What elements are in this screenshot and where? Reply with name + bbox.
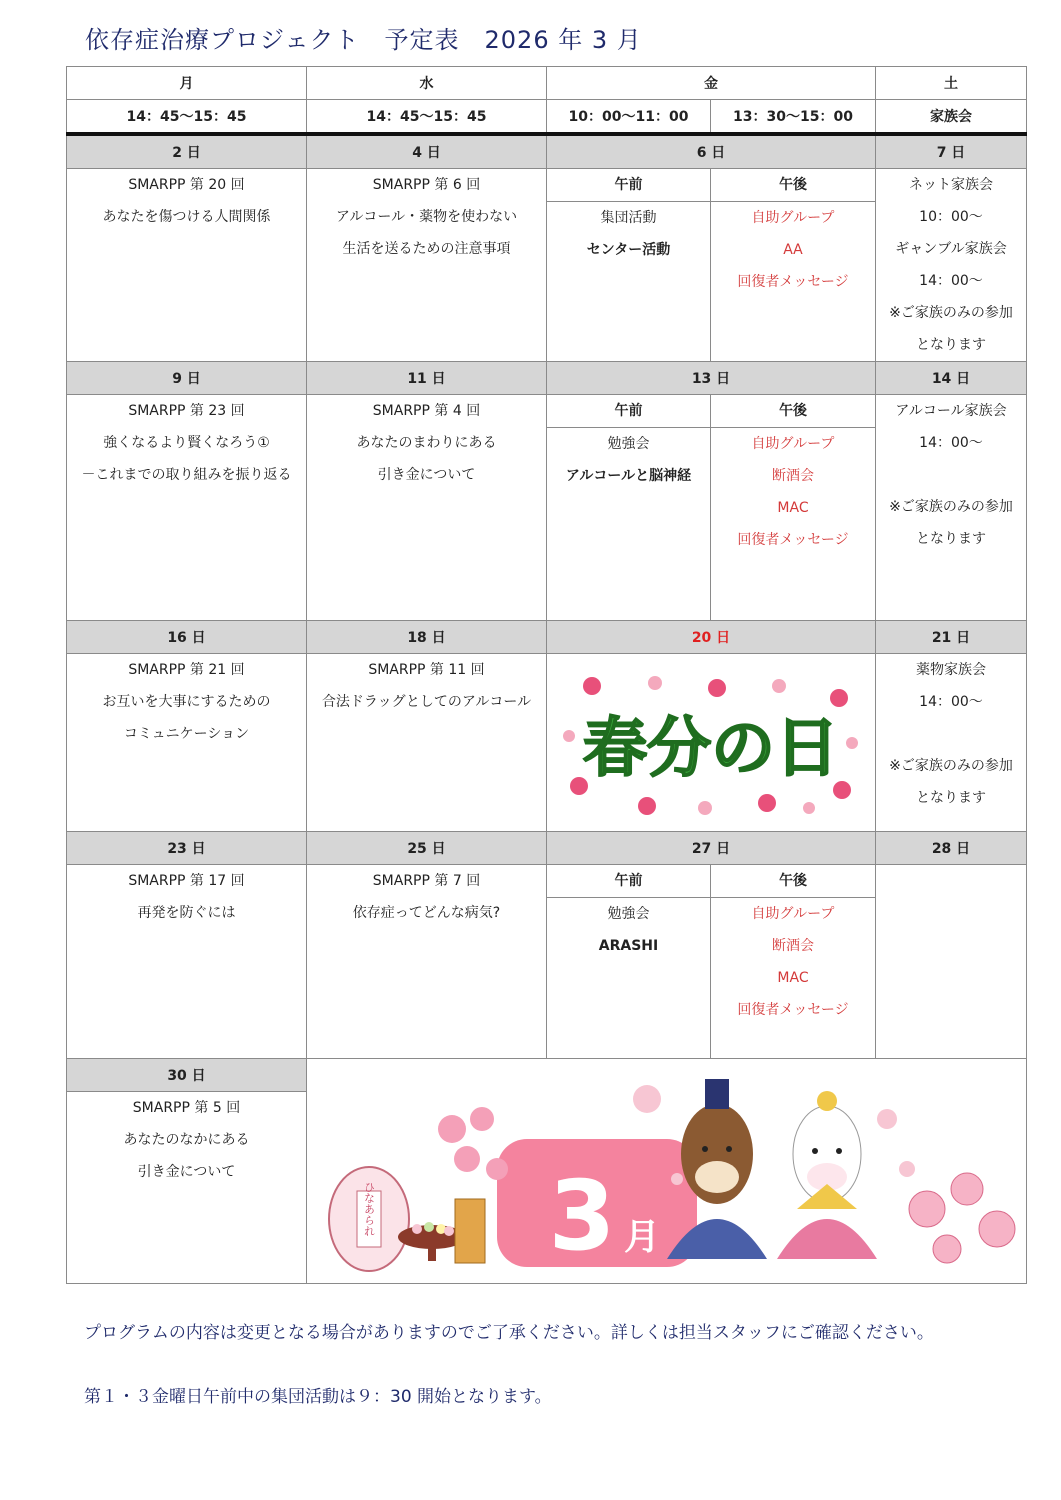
family-note: ※ご家族のみの参加 [889,499,1013,515]
family-item: 14：00〜 [919,435,983,451]
mon-cell [67,395,307,621]
shunbun-illustration [547,658,875,828]
wed-cell [307,169,547,362]
empress-horse-icon [777,1091,877,1259]
session-topic: あなたを傷つける人間関係 [102,209,271,225]
pm-item: 自助グループ [751,906,835,922]
holiday-text: 春分の日 [583,711,839,786]
date-wed: 18 日 [307,621,547,654]
session-topic: 引き金について [137,1164,236,1180]
sakura-icon [909,1173,1015,1263]
date-wed: 25 日 [307,832,547,865]
date-fri-holiday: 20 日 [547,621,876,654]
activity-type: 勉強会 [607,436,650,452]
fri-pm-cell [711,395,876,621]
wed-cell [307,865,547,1059]
activity-type: 集団活動 [600,210,657,226]
pm-item: 自助グループ [751,210,835,226]
pm-item: 断酒会 [772,938,814,954]
pm-label: 午後 [711,169,875,202]
sat-cell [876,169,1027,362]
date-sat: 7 日 [876,134,1027,169]
date-sat: 21 日 [876,621,1027,654]
notice-change: プログラムの内容は変更となる場合がありますのでご了承ください。詳しくは担当スタッフにご確認ください。 [84,1323,934,1343]
session-title: SMARPP 第 11 回 [368,662,485,678]
pm-item: 回復者メッセージ [737,274,849,290]
activity-type: 勉強会 [607,906,650,922]
pm-item: AA [783,242,803,258]
family-item [876,459,1026,491]
date-fri: 13 日 [547,362,876,395]
date-fri: 27 日 [547,832,876,865]
family-note: となります [916,790,986,806]
family-note: となります [916,531,986,547]
date-mon: 30 日 [67,1059,307,1092]
session-title: SMARPP 第 4 回 [372,403,481,419]
banner-unit: 月 [623,1217,661,1258]
sat-cell [876,654,1027,832]
date-sat: 14 日 [876,362,1027,395]
session-topic: 引き金について [377,467,476,483]
session-topic: 依存症ってどんな病気? [352,905,501,921]
fri-am-cell [547,395,711,621]
family-item: ギャンブル家族会 [895,241,1007,257]
date-mon: 9 日 [67,362,307,395]
pm-label: 午後 [711,865,875,898]
sat-cell-empty [876,865,1027,1059]
date-mon: 16 日 [67,621,307,654]
am-label: 午前 [547,169,710,202]
family-item: 14：00〜 [919,273,983,289]
holiday-cell [547,654,876,832]
mon-cell [67,169,307,362]
fri-pm-cell [711,169,876,362]
session-title: SMARPP 第 6 回 [372,177,481,193]
session-topic: アルコール・薬物を使わない [335,209,518,225]
time-fri-pm: 13：30〜15：00 [711,100,876,135]
session-title: SMARPP 第 23 回 [128,403,245,419]
family-item: アルコール家族会 [895,403,1007,419]
activity-title: センター活動 [586,242,671,258]
pm-item: 回復者メッセージ [737,1002,849,1018]
session-topic: コミュニケーション [123,726,250,742]
hina-arare-bag-icon [329,1167,409,1271]
time-sat: 家族会 [876,100,1027,135]
time-fri-am: 10：00〜11：00 [547,100,711,135]
date-fri: 6 日 [547,134,876,169]
banner-month: 3 [548,1160,616,1272]
page-title: 依存症治療プロジェクト 予定表 2026 年 3 月 [85,26,642,54]
fri-am-cell [547,169,711,362]
header-fri: 金 [547,67,876,100]
family-item [876,718,1026,750]
family-item: 10：00〜 [919,209,983,225]
session-topic: あなたのなかにある [123,1132,250,1148]
session-title: SMARPP 第 21 回 [128,662,245,678]
fri-am-cell [547,865,711,1059]
schedule-table [66,66,1027,1284]
header-mon: 月 [67,67,307,100]
mon-cell [67,654,307,832]
session-topic: お互いを大事にするための [102,694,271,710]
header-sat: 土 [876,67,1027,100]
pm-item: 自助グループ [751,436,835,452]
hinamatsuri-illustration-cell [307,1059,1027,1284]
pm-item: 回復者メッセージ [737,532,849,548]
session-topic: 合法ドラッグとしてのアルコール [321,694,532,710]
bag-label: ひなあられ [362,1181,376,1237]
mon-cell [67,865,307,1059]
wed-cell [307,395,547,621]
session-topic: －これまでの取り組みを振り返る [81,467,292,483]
session-title: SMARPP 第 20 回 [128,177,245,193]
family-note: ※ご家族のみの参加 [889,305,1013,321]
session-topic: 再発を防ぐには [137,905,236,921]
pm-item: MAC [777,970,809,986]
activity-title: アルコールと脳神経 [565,468,692,484]
family-item: 14：00〜 [919,694,983,710]
header-wed: 水 [307,67,547,100]
pm-label: 午後 [711,395,875,428]
am-label: 午前 [547,395,710,428]
hinamatsuri-illustration [307,1059,1025,1283]
pm-item: MAC [777,500,809,516]
wed-cell [307,654,547,832]
date-wed: 4 日 [307,134,547,169]
time-mon: 14：45〜15：45 [67,100,307,135]
family-note: となります [916,337,986,353]
date-sat: 28 日 [876,832,1027,865]
session-topic: 強くなるより賢くなろう① [103,435,270,451]
family-item: 薬物家族会 [916,662,986,678]
session-topic: あなたのまわりにある [356,435,497,451]
activity-title: ARASHI [598,938,659,954]
notice-start-time: 第１・３金曜日午前中の集団活動は９：30 開始となります。 [84,1387,552,1407]
fri-pm-cell [711,865,876,1059]
mon-cell [67,1092,307,1284]
sat-cell [876,395,1027,621]
family-item: ネット家族会 [909,177,993,193]
session-topic: 生活を送るための注意事項 [342,241,511,257]
date-mon: 23 日 [67,832,307,865]
family-note: ※ご家族のみの参加 [889,758,1013,774]
date-mon: 2 日 [67,134,307,169]
time-wed: 14：45〜15：45 [307,100,547,135]
am-label: 午前 [547,865,710,898]
session-title: SMARPP 第 5 回 [132,1100,241,1116]
pm-item: 断酒会 [772,468,814,484]
session-title: SMARPP 第 7 回 [372,873,481,889]
date-wed: 11 日 [307,362,547,395]
session-title: SMARPP 第 17 回 [128,873,245,889]
